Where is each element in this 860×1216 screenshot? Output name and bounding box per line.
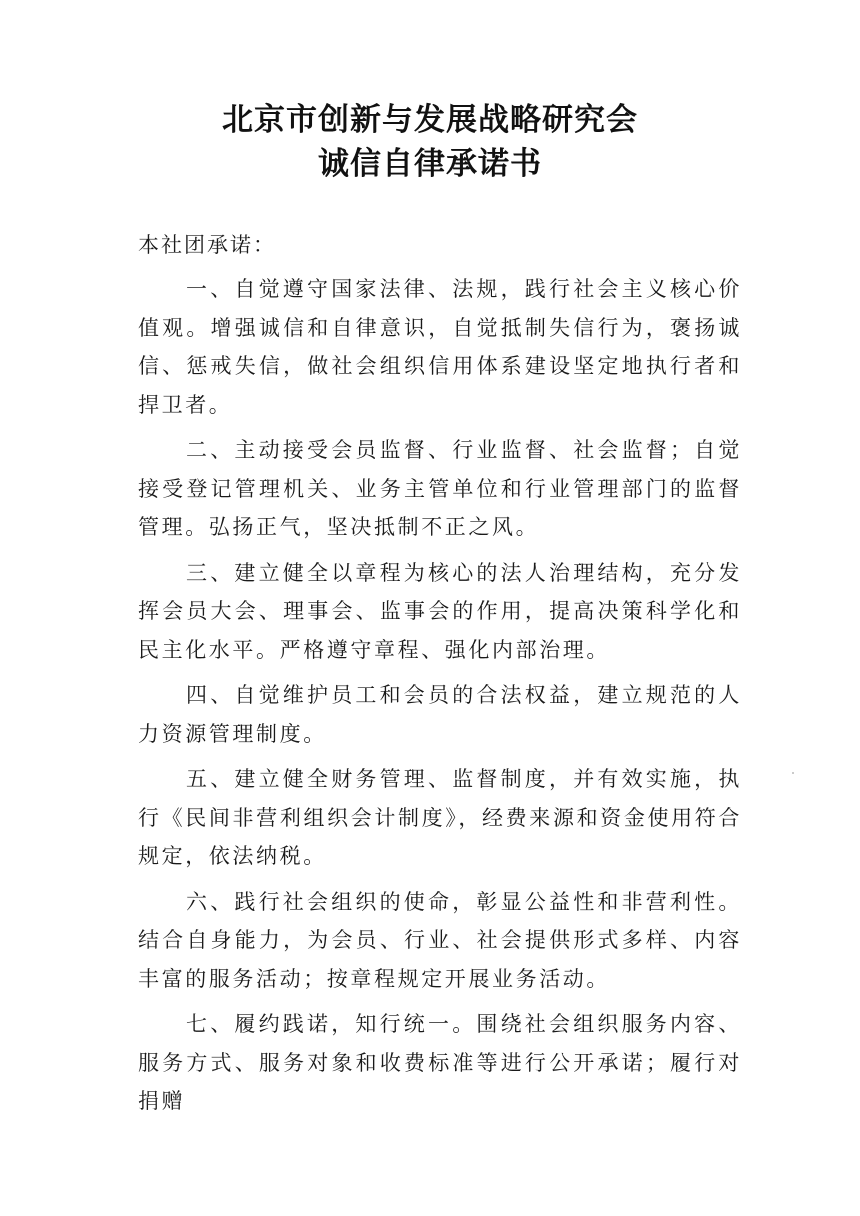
document-body	[138, 226, 742, 1128]
pledge-paragraph-5: 五、建立健全财务管理、监督制度，并有效实施，执行《民间非营利组织会计制度》，经费来源和资金使用符合规定，依法纳税。	[138, 767, 742, 868]
pledge-paragraph-2: 二、主动接受会员监督、行业监督、社会监督；自觉接受登记管理机关、业务主管单位和行业管理部门的监督管理。弘扬正气，坚决抵制不正之风。	[138, 438, 742, 539]
pledge-paragraph-4: 四、自觉维护员工和会员的合法权益，建立规范的人力资源管理制度。	[138, 683, 742, 746]
pledge-paragraph-7: 七、履约践诺，知行统一。围绕社会组织服务内容、服务方式、服务对象和收费标准等进行公开承诺；履行对捐赠	[138, 1012, 742, 1113]
title-line-organization: 北京市创新与发展战略研究会	[222, 102, 638, 138]
document-title	[0, 98, 860, 186]
pledge-paragraph-6: 六、践行社会组织的使命，彰显公益性和非营利性。结合自身能力，为会员、行业、社会提供形式多样、内容丰富的服务活动；按章程规定开展业务活动。	[138, 889, 742, 991]
pledge-paragraph-1: 一、自觉遵守国家法律、法规，践行社会主义核心价值观。增强诚信和自律意识，自觉抵制失信行为，褒扬诚信、惩戒失信，做社会组织信用体系建设坚定地执行者和捍卫者。	[138, 277, 742, 417]
scan-speck	[792, 772, 794, 774]
pledge-paragraph-3: 三、建立健全以章程为核心的法人治理结构，充分发挥会员大会、理事会、监事会的作用，提高决策科学化和民主化水平。严格遵守章程、强化内部治理。	[138, 560, 742, 662]
intro-line: 本社团承诺：	[138, 233, 276, 257]
title-line-pledge: 诚信自律承诺书	[318, 146, 542, 182]
